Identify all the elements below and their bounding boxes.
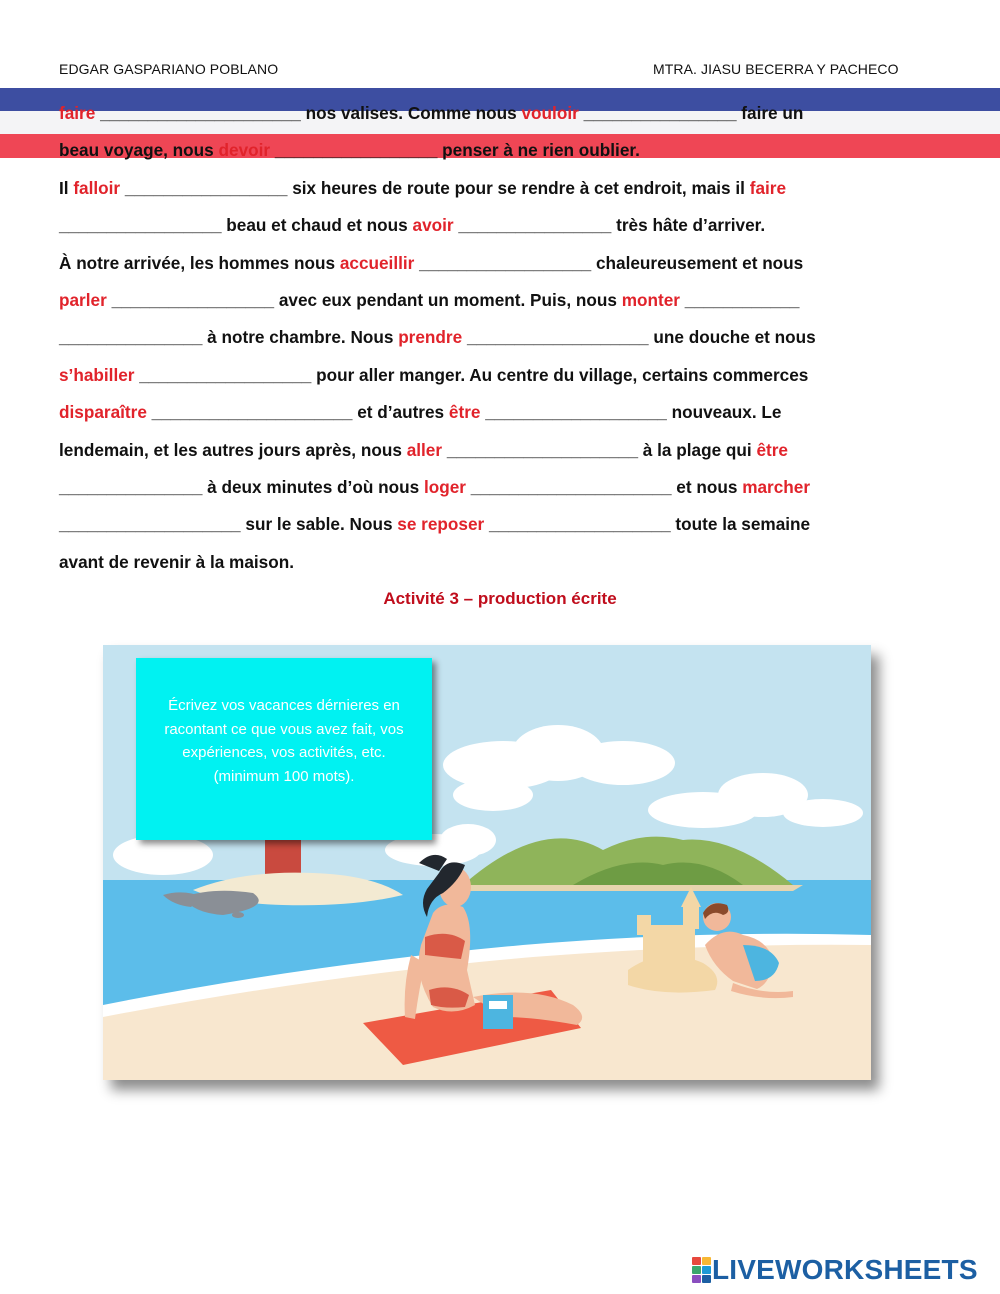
answer-blank[interactable]: ___________________ [485, 402, 667, 423]
exercise-text-segment: chaleureusement et nous [591, 252, 804, 273]
logo-tile [692, 1257, 701, 1265]
answer-blank[interactable]: ___________________ [59, 514, 241, 535]
writing-prompt-text: Écrivez vos vacances dérnieres en racontant ce que vous avez fait, vos expériences, vos activités, etc. (minimum 100 mots). [164, 697, 404, 785]
exercise-text-segment: sur le sable. Nous [240, 514, 398, 535]
verb-infinitive: monter [621, 289, 680, 310]
teacher-name: MTRA. JIASU BECERRA Y PACHECO [653, 61, 899, 77]
logo-tile [702, 1275, 711, 1283]
exercise-line [59, 552, 939, 589]
exercise-text-segment: nos valises. Comme nous [300, 103, 522, 123]
exercise-text-segment: et d’autres [352, 402, 449, 423]
verb-infinitive: vouloir [521, 103, 579, 123]
answer-blank[interactable]: __________________ [419, 252, 592, 273]
answer-blank[interactable]: _______________ [59, 476, 203, 497]
answer-blank[interactable]: _____________________ [100, 103, 301, 123]
verb-infinitive: devoir [218, 140, 271, 161]
exercise-line [59, 365, 939, 402]
answer-blank[interactable]: _________________ [111, 289, 275, 310]
verb-infinitive: se reposer [397, 514, 485, 535]
answer-blank[interactable]: ____________________ [446, 439, 639, 460]
exercise-line [59, 402, 939, 439]
exercise-text-segment: penser à ne rien oublier. [437, 140, 640, 161]
exercise-text-segment: six heures de route pour se rendre à cet endroit, mais il [287, 177, 750, 198]
answer-blank[interactable]: ___________________ [466, 327, 649, 348]
writing-prompt-box [136, 658, 432, 840]
exercise-line [59, 477, 939, 514]
exercise-text-segment: à la plage qui [638, 439, 757, 460]
exercise-line [59, 440, 939, 477]
exercise-text-segment: très hâte d’arriver. [611, 215, 766, 236]
verb-infinitive: être [448, 402, 481, 423]
answer-blank[interactable]: _______________ [59, 327, 203, 348]
verb-infinitive: loger [423, 476, 466, 497]
exercise-text-segment: nouveaux. Le [666, 402, 782, 423]
exercise-text-segment: lendemain, et les autres jours après, nous [59, 439, 407, 460]
answer-blank[interactable]: _________________ [59, 215, 222, 236]
verb-infinitive: disparaître [59, 402, 147, 423]
exercise-text [59, 103, 939, 589]
logo-tile [702, 1266, 711, 1274]
verb-infinitive: falloir [73, 177, 121, 198]
liveworksheets-logo-text: LIVEWORKSHEETS [712, 1254, 978, 1285]
exercise-line [59, 514, 939, 551]
verb-infinitive: s’habiller [59, 364, 135, 385]
liveworksheets-logo [692, 1254, 978, 1286]
answer-blank[interactable]: ________________ [458, 215, 612, 236]
exercise-text-segment: une douche et nous [648, 327, 816, 348]
exercise-text-segment: toute la semaine [670, 514, 811, 535]
verb-infinitive: prendre [398, 327, 463, 348]
answer-blank[interactable]: _____________________ [151, 402, 353, 423]
exercise-line [59, 103, 939, 140]
verb-infinitive: marcher [742, 476, 811, 497]
exercise-line [59, 253, 939, 290]
exercise-line [59, 140, 939, 177]
answer-blank[interactable]: _____________________ [470, 476, 672, 497]
exercise-text-segment: Il [59, 177, 74, 198]
answer-blank[interactable]: _________________ [274, 140, 438, 161]
answer-blank[interactable]: ___________________ [489, 514, 671, 535]
exercise-text-segment: beau voyage, nous [59, 140, 219, 161]
logo-tile [692, 1266, 701, 1274]
activity-title: Activité 3 – production écrite [383, 589, 617, 608]
exercise-text-segment: avec eux pendant un moment. Puis, nous [274, 289, 622, 310]
exercise-text-segment: beau et chaud et nous [221, 215, 413, 236]
exercise-text-segment: pour aller manger. Au centre du village, certains commerces [311, 364, 809, 385]
verb-infinitive: avoir [412, 215, 454, 236]
exercise-text-segment: faire un [736, 103, 804, 123]
exercise-text-segment: à notre chambre. Nous [202, 327, 399, 348]
exercise-line [59, 327, 939, 364]
answer-blank[interactable]: __________________ [139, 364, 312, 385]
exercise-text-segment: à deux minutes d’où nous [202, 476, 424, 497]
exercise-text-segment: À notre arrivée, les hommes nous [59, 252, 340, 273]
verb-infinitive: faire [749, 177, 787, 198]
verb-infinitive: aller [406, 439, 443, 460]
verb-infinitive: faire [59, 103, 96, 123]
answer-blank[interactable]: _________________ [124, 177, 288, 198]
answer-blank[interactable]: ____________ [684, 289, 800, 310]
logo-tile [692, 1275, 701, 1283]
verb-infinitive: accueillir [339, 252, 415, 273]
liveworksheets-logo-icon [692, 1257, 710, 1283]
student-name: EDGAR GASPARIANO POBLANO [59, 61, 279, 77]
exercise-text-segment: et nous [671, 476, 743, 497]
verb-infinitive: être [756, 439, 788, 460]
logo-tile [702, 1257, 711, 1265]
answer-blank[interactable]: ________________ [583, 103, 737, 123]
exercise-text-segment: avant de revenir à la maison. [59, 551, 295, 572]
verb-infinitive: parler [59, 289, 107, 310]
exercise-line [59, 290, 939, 327]
exercise-line [59, 215, 939, 252]
exercise-line [59, 178, 939, 215]
